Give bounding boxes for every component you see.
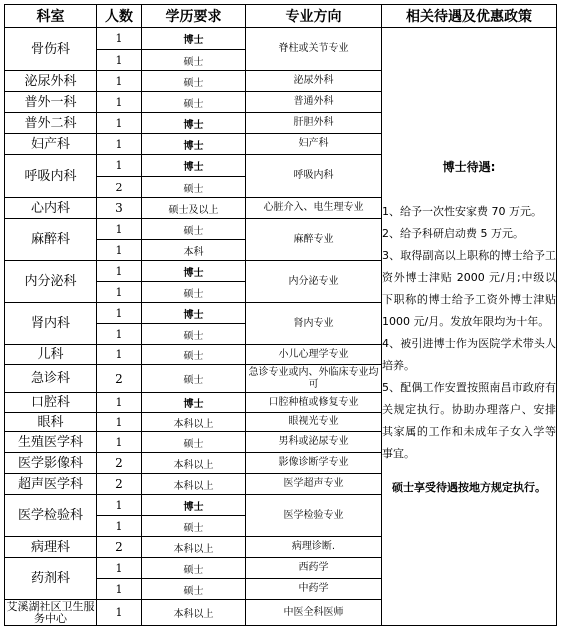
education-cell: 硕士	[142, 579, 246, 600]
dept-cell: 病理科	[5, 537, 97, 558]
dept-cell: 生殖医学科	[5, 432, 97, 453]
major-cell: 西药学	[246, 558, 382, 579]
count-cell: 1	[97, 413, 142, 432]
table-row	[5, 28, 557, 50]
count-cell: 1	[97, 558, 142, 579]
major-cell: 普通外科	[246, 92, 382, 113]
count-cell: 2	[97, 474, 142, 495]
count-cell: 1	[97, 282, 142, 303]
count-cell: 1	[97, 71, 142, 92]
major-cell: 肝胆外科	[246, 113, 382, 134]
header-policy: 相关待遇及优惠政策	[382, 5, 557, 28]
dept-cell: 肾内科	[5, 303, 97, 345]
education-cell: 硕士	[142, 558, 246, 579]
count-cell: 1	[97, 324, 142, 345]
education-cell: 硕士	[142, 50, 246, 71]
education-cell: 本科以上	[142, 474, 246, 495]
policy-cell	[382, 28, 557, 626]
count-cell: 1	[97, 600, 142, 626]
major-cell: 呼吸内科	[246, 155, 382, 198]
count-cell: 1	[97, 155, 142, 177]
count-cell: 1	[97, 28, 142, 50]
header-major: 专业方向	[246, 5, 382, 28]
education-cell: 博士	[142, 113, 246, 134]
major-cell: 心脏介入、电生理专业	[246, 198, 382, 219]
education-cell: 博士	[142, 28, 246, 50]
dept-cell: 呼吸内科	[5, 155, 97, 198]
education-cell: 硕士	[142, 282, 246, 303]
count-cell: 1	[97, 516, 142, 537]
count-cell: 1	[97, 345, 142, 365]
dept-cell: 普外二科	[5, 113, 97, 134]
count-cell: 1	[97, 261, 142, 282]
count-cell: 2	[97, 177, 142, 198]
dept-cell: 内分泌科	[5, 261, 97, 303]
education-cell: 博士	[142, 393, 246, 413]
education-cell: 硕士	[142, 324, 246, 345]
count-cell: 1	[97, 303, 142, 324]
major-cell: 中药学	[246, 579, 382, 600]
major-cell: 内分泌专业	[246, 261, 382, 303]
dept-cell: 医学影像科	[5, 453, 97, 474]
education-cell: 硕士	[142, 92, 246, 113]
count-cell: 1	[97, 495, 142, 516]
major-cell: 泌尿外科	[246, 71, 382, 92]
major-cell: 影像诊断学专业	[246, 453, 382, 474]
major-cell: 肾内专业	[246, 303, 382, 345]
education-cell: 硕士	[142, 71, 246, 92]
dept-cell: 急诊科	[5, 365, 97, 393]
education-cell: 博士	[142, 495, 246, 516]
policy-item: 2、给予科研启动费 5 万元。	[382, 227, 524, 240]
header-count: 人数	[97, 5, 142, 28]
count-cell: 1	[97, 579, 142, 600]
dept-cell: 妇产科	[5, 134, 97, 155]
recruitment-table	[4, 4, 557, 626]
education-cell: 硕士	[142, 177, 246, 198]
major-cell: 麻醉专业	[246, 219, 382, 261]
major-cell: 医学超声专业	[246, 474, 382, 495]
dept-cell: 心内科	[5, 198, 97, 219]
count-cell: 2	[97, 537, 142, 558]
education-cell: 本科以上	[142, 453, 246, 474]
count-cell: 2	[97, 365, 142, 393]
major-cell: 男科或泌尿专业	[246, 432, 382, 453]
count-cell: 1	[97, 92, 142, 113]
count-cell: 3	[97, 198, 142, 219]
education-cell: 硕士	[142, 365, 246, 393]
major-cell: 妇产科	[246, 134, 382, 155]
major-cell: 医学检验专业	[246, 495, 382, 537]
count-cell: 1	[97, 113, 142, 134]
dept-cell: 超声医学科	[5, 474, 97, 495]
policy-item: 3、取得副高以上职称的博士给予工资外博士津贴 2000 元/月;中级以下职称的博士给予工资外博士津贴 1000 元/月。发放年限均为十年。	[382, 249, 556, 328]
education-cell: 博士	[142, 303, 246, 324]
education-cell: 博士	[142, 155, 246, 177]
dept-cell: 口腔科	[5, 393, 97, 413]
education-cell: 硕士	[142, 516, 246, 537]
policy-item: 1、给予一次性安家费 70 万元。	[382, 205, 542, 218]
education-cell: 本科	[142, 240, 246, 261]
major-cell: 急诊专业或内、外临床专业均可	[246, 365, 382, 393]
education-cell: 博士	[142, 261, 246, 282]
dept-cell: 普外一科	[5, 92, 97, 113]
major-cell: 小儿心理学专业	[246, 345, 382, 365]
count-cell: 1	[97, 134, 142, 155]
dept-cell: 医学检验科	[5, 495, 97, 537]
dept-cell: 泌尿外科	[5, 71, 97, 92]
dept-cell: 艾溪湖社区卫生服务中心	[6, 599, 95, 625]
count-cell: 1	[97, 50, 142, 71]
count-cell: 1	[97, 393, 142, 413]
policy-item: 5、配偶工作安置按照南昌市政府有关规定执行。协助办理落户、安排其家属的工作和未成年子女入学等事宜。	[382, 381, 556, 460]
education-cell: 博士	[142, 134, 246, 155]
major-cell: 脊柱或关节专业	[246, 28, 382, 71]
education-cell: 本科以上	[142, 537, 246, 558]
dept-cell: 眼科	[5, 413, 97, 432]
count-cell: 1	[97, 240, 142, 261]
education-cell: 硕士	[142, 345, 246, 365]
policy-title: 博士待遇:	[442, 160, 496, 174]
dept-cell: 药剂科	[5, 558, 97, 600]
dept-cell: 儿科	[5, 345, 97, 365]
major-cell: 眼视光专业	[246, 413, 382, 432]
major-cell: 病理诊断.	[246, 537, 382, 558]
policy-item: 4、被引进博士作为医院学术带头人培养。	[382, 337, 556, 372]
policy-footer: 硕士享受待遇按地方规定执行。	[392, 481, 546, 494]
count-cell: 1	[97, 219, 142, 240]
count-cell: 1	[97, 432, 142, 453]
dept-cell: 麻醉科	[5, 219, 97, 261]
education-cell: 硕士	[142, 432, 246, 453]
header-row	[5, 5, 557, 28]
header-dept: 科室	[5, 5, 97, 28]
major-cell: 口腔种植或修复专业	[246, 393, 382, 413]
education-cell: 硕士及以上	[142, 198, 246, 219]
education-cell: 本科以上	[142, 600, 246, 626]
education-cell: 本科以上	[142, 413, 246, 432]
dept-cell: 骨伤科	[5, 28, 97, 71]
education-cell: 硕士	[142, 219, 246, 240]
count-cell: 2	[97, 453, 142, 474]
major-cell: 中医全科医师	[246, 600, 382, 626]
header-education: 学历要求	[142, 5, 246, 28]
